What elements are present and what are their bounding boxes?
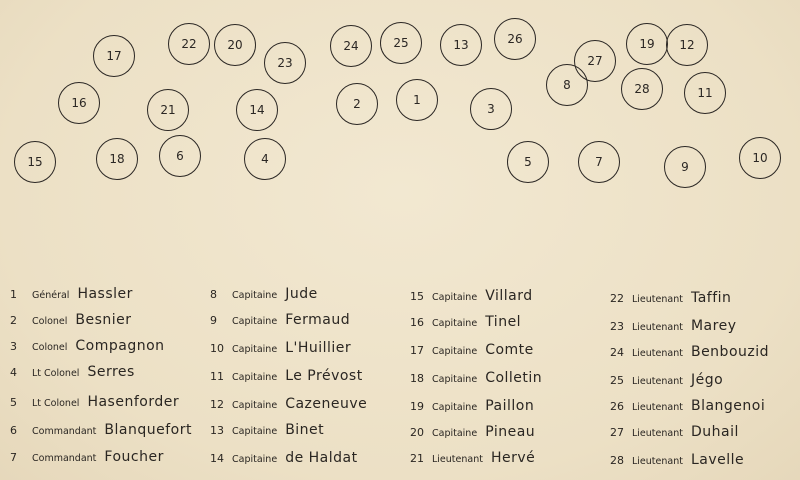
legend-name: Villard: [485, 288, 533, 304]
legend-number: 6: [10, 424, 17, 437]
seat-circle: 27: [574, 40, 616, 82]
legend-entry: [610, 452, 744, 474]
legend-entry: [410, 398, 534, 420]
seat-circle: 4: [244, 138, 286, 180]
seat-circle: 25: [380, 22, 422, 64]
legend-name: Taffin: [690, 290, 732, 306]
seat-circle: 22: [168, 23, 210, 65]
legend-rank: Commandant: [32, 453, 97, 464]
legend-rank: Colonel: [32, 342, 68, 353]
legend-rank: Capitaine: [232, 454, 278, 465]
legend-number: 22: [610, 292, 624, 305]
legend-number: 7: [10, 451, 17, 464]
legend-rank: Capitaine: [432, 374, 478, 385]
legend-number: 9: [210, 314, 217, 327]
legend-name: Le Prévost: [285, 368, 363, 384]
legend-entry: [610, 398, 765, 420]
legend-rank: Capitaine: [432, 402, 478, 413]
seat-circle: 26: [494, 18, 536, 60]
legend-number: 26: [610, 400, 624, 413]
seat-circle: 3: [470, 88, 512, 130]
legend-name: Blangenoi: [690, 398, 766, 414]
legend-entry: [210, 340, 351, 362]
legend-number: 15: [410, 290, 424, 303]
seat-circle: 1: [396, 79, 438, 121]
legend-rank: Capitaine: [232, 290, 278, 301]
legend-number: 13: [210, 424, 224, 437]
legend-name: Foucher: [104, 449, 164, 465]
seat-circle: 10: [739, 137, 781, 179]
seat-circle: 21: [147, 89, 189, 131]
legend-name: Tinel: [485, 314, 522, 330]
legend-number: 21: [410, 452, 424, 465]
legend-entry: [210, 312, 350, 334]
seat-circle: 2: [336, 83, 378, 125]
seat-circle: 17: [93, 35, 135, 77]
legend-rank: Général: [32, 290, 70, 301]
legend-number: 28: [610, 454, 624, 467]
seat-circle: 20: [214, 24, 256, 66]
legend-name: Marey: [690, 318, 737, 334]
seat-circle: 16: [58, 82, 100, 124]
seat-circle: 23: [264, 42, 306, 84]
legend-name: Comte: [485, 342, 534, 358]
legend-number: 20: [410, 426, 424, 439]
legend-number: 11: [210, 370, 224, 383]
legend-entry: [10, 422, 192, 444]
legend-rank: Capitaine: [232, 316, 278, 327]
seat-circle: 24: [330, 25, 372, 67]
legend-rank: Lieutenant: [632, 402, 683, 413]
legend-rank: Lieutenant: [632, 456, 683, 467]
legend-number: 25: [610, 374, 624, 387]
legend-name: Cazeneuve: [285, 396, 368, 412]
legend-number: 4: [10, 366, 17, 379]
legend-rank: Capitaine: [232, 372, 278, 383]
legend-name: Besnier: [75, 312, 132, 328]
legend-entry: [610, 290, 731, 312]
legend-number: 14: [210, 452, 224, 465]
seat-circle: 11: [684, 72, 726, 114]
legend-name: Pineau: [485, 424, 536, 440]
legend-name: Paillon: [485, 398, 535, 414]
legend-rank: Lieutenant: [432, 454, 483, 465]
legend-entry: [210, 286, 318, 308]
legend-rank: Capitaine: [432, 428, 478, 439]
legend-name: Hassler: [77, 286, 133, 302]
legend-name: Blanquefort: [104, 422, 192, 438]
legend-number: 12: [210, 398, 224, 411]
legend-number: 8: [210, 288, 217, 301]
seat-circle: 8: [546, 64, 588, 106]
legend-entry: [210, 422, 324, 444]
legend-entry: [10, 338, 165, 360]
legend-entry: [210, 368, 363, 390]
legend-name: Benbouzid: [690, 344, 770, 360]
legend-number: 3: [10, 340, 17, 353]
legend-number: 17: [410, 344, 424, 357]
legend-rank: Capitaine: [432, 346, 478, 357]
legend-number: 18: [410, 372, 424, 385]
legend-rank: Lieutenant: [632, 376, 683, 387]
legend-rank: Commandant: [32, 426, 97, 437]
legend-number: 24: [610, 346, 624, 359]
legend-entry: [610, 424, 739, 446]
seat-circle: 13: [440, 24, 482, 66]
legend-name: Serres: [87, 364, 135, 380]
legend-entry: [410, 314, 521, 336]
legend-name: Lavelle: [690, 452, 745, 468]
legend-number: 23: [610, 320, 624, 333]
legend-entry: [210, 450, 358, 472]
legend-name: Hasenforder: [87, 394, 180, 410]
legend-entry: [10, 286, 133, 308]
legend-number: 19: [410, 400, 424, 413]
legend-entry: [610, 344, 769, 366]
legend-name: de Haldat: [285, 450, 358, 466]
legend-rank: Capitaine: [232, 400, 278, 411]
legend-entry: [610, 372, 723, 394]
seat-circle: 15: [14, 141, 56, 183]
legend-entry: [410, 370, 542, 392]
legend-entry: [10, 449, 164, 471]
legend-rank: Lieutenant: [632, 348, 683, 359]
legend-rank: Lt Colonel: [32, 368, 80, 379]
legend-entry: [410, 342, 534, 364]
legend-entry: [10, 394, 179, 416]
seat-circle: 19: [626, 23, 668, 65]
legend-number: 2: [10, 314, 17, 327]
legend-name: Duhail: [690, 424, 739, 440]
legend-rank: Lieutenant: [632, 294, 683, 305]
legend-rank: Capitaine: [232, 426, 278, 437]
seat-circle: 28: [621, 68, 663, 110]
legend-name: Hervé: [490, 450, 536, 466]
legend-rank: Lieutenant: [632, 322, 683, 333]
legend-name: Fermaud: [285, 312, 351, 328]
legend-number: 5: [10, 396, 17, 409]
seat-circle: 9: [664, 146, 706, 188]
legend-rank: Capitaine: [432, 318, 478, 329]
seat-circle: 18: [96, 138, 138, 180]
seat-circle: 6: [159, 135, 201, 177]
legend-rank: Capitaine: [432, 292, 478, 303]
legend-number: 16: [410, 316, 424, 329]
legend-name: Jégo: [690, 372, 724, 388]
legend-entry: [10, 312, 132, 334]
legend-number: 1: [10, 288, 17, 301]
legend-entry: [410, 288, 533, 310]
legend-entry: [410, 424, 535, 446]
legend-name: L'Huillier: [285, 340, 352, 356]
legend-number: 27: [610, 426, 624, 439]
legend-name: Colletin: [485, 370, 543, 386]
legend-entry: [610, 318, 736, 340]
legend-name: Binet: [285, 422, 325, 438]
seat-circle: 5: [507, 141, 549, 183]
seat-circle: 14: [236, 89, 278, 131]
legend-rank: Colonel: [32, 316, 68, 327]
legend-rank: Lieutenant: [632, 428, 683, 439]
seat-circle: 12: [666, 24, 708, 66]
legend-rank: Capitaine: [232, 344, 278, 355]
legend-entry: [210, 396, 367, 418]
seat-circle: 7: [578, 141, 620, 183]
legend-rank: Lt Colonel: [32, 398, 80, 409]
legend-entry: [10, 364, 135, 386]
legend-entry: [410, 450, 535, 472]
legend-name: Jude: [285, 286, 318, 302]
legend-number: 10: [210, 342, 224, 355]
legend-name: Compagnon: [75, 338, 165, 354]
